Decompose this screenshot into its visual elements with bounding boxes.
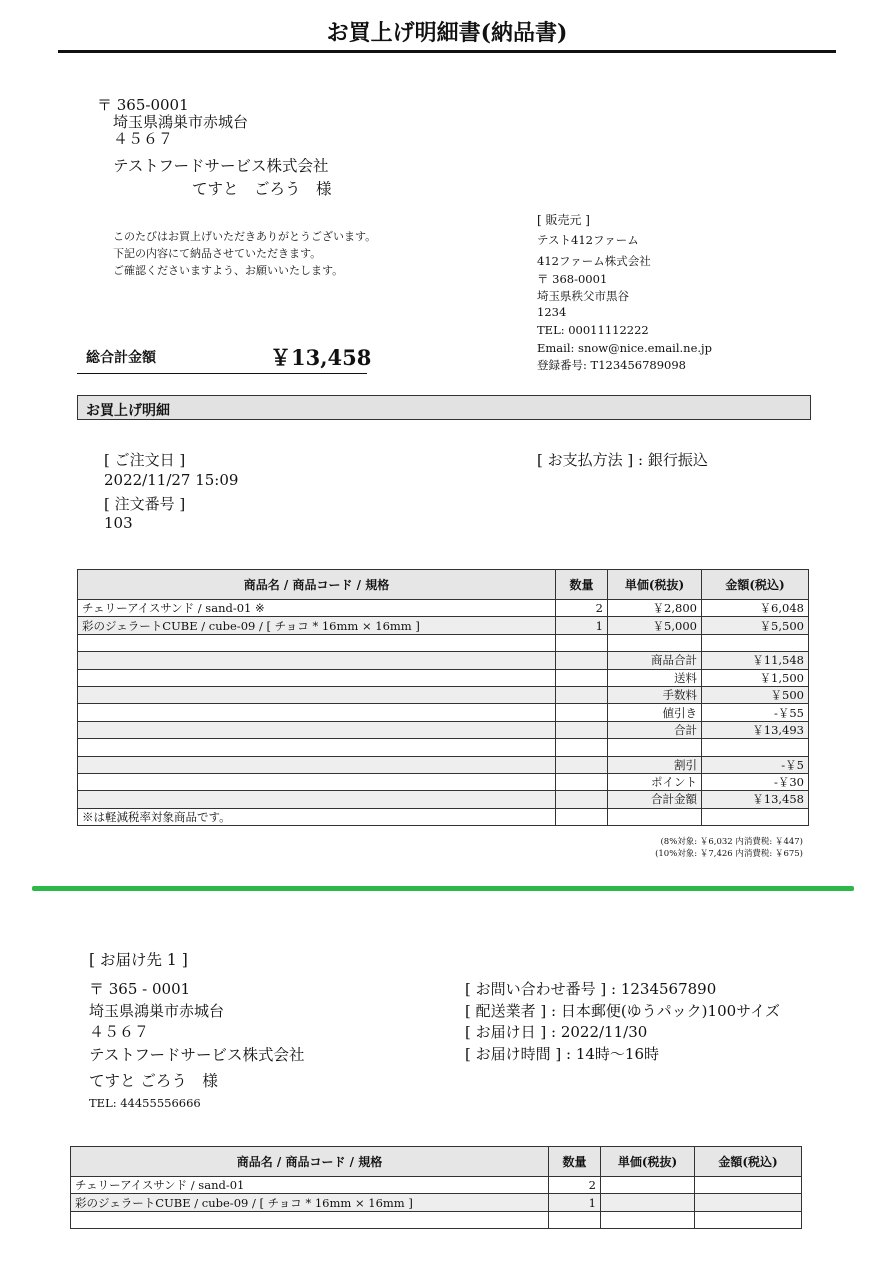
customer-address1: 埼玉県鴻巣市赤城台	[113, 113, 249, 131]
amount-cell: ￥6,048	[702, 600, 809, 617]
order-number: 103	[104, 514, 133, 532]
greeting-line: ご確認くださいますよう、お願いいたします。	[113, 264, 344, 277]
tax-note-8: (8%対象: ￥6,032 内消費税: ￥447)	[660, 837, 803, 847]
seller-address1: 埼玉県秩父市黒谷	[537, 289, 629, 303]
summary-row	[78, 686, 809, 703]
summary-label: 送料	[608, 669, 702, 686]
table-row	[71, 1211, 802, 1228]
grand-total-label: 総合計金額	[86, 350, 156, 366]
product-cell	[78, 721, 556, 738]
table-row	[71, 1194, 802, 1211]
tax-note-10: (10%対象: ￥7,426 内消費税: ￥675)	[655, 849, 803, 859]
product-cell	[78, 634, 556, 651]
customer-company: テストフードサービス株式会社	[113, 157, 329, 175]
delivery-items-table	[70, 1146, 802, 1229]
summary-row	[78, 791, 809, 808]
unit-price-cell	[601, 1194, 695, 1211]
unit-price-cell	[601, 1177, 695, 1194]
unit-price-cell	[608, 634, 702, 651]
table-row	[71, 1177, 802, 1194]
title-divider	[58, 50, 836, 53]
summary-row	[78, 756, 809, 773]
section-divider	[32, 886, 854, 891]
product-cell	[78, 686, 556, 703]
product-cell: チェリーアイスサンド / sand-01 ※	[78, 600, 556, 617]
header-unit-price: 単価(税抜)	[608, 570, 702, 600]
product-cell: チェリーアイスサンド / sand-01	[71, 1177, 549, 1194]
seller-email: Email: snow@nice.email.ne.jp	[537, 341, 712, 355]
quantity-cell: 1	[556, 617, 608, 634]
summary-label: 合計金額	[608, 791, 702, 808]
seller-shop: テスト412ファーム	[537, 233, 639, 247]
product-cell	[78, 773, 556, 790]
summary-value: ￥13,458	[702, 791, 809, 808]
quantity-cell	[556, 634, 608, 651]
header-product: 商品名 / 商品コード / 規格	[71, 1147, 549, 1177]
table-header-row	[78, 570, 809, 600]
summary-label: ポイント	[608, 773, 702, 790]
quantity-cell	[556, 756, 608, 773]
quantity-cell	[556, 686, 608, 703]
summary-value: -￥30	[702, 773, 809, 790]
quantity-cell: 2	[556, 600, 608, 617]
payment-method: [ お支払方法 ] : 銀行振込	[537, 451, 708, 469]
tax-breakdown	[560, 836, 803, 860]
seller-address2: 1234	[537, 305, 567, 319]
amount-cell: ￥5,500	[702, 617, 809, 634]
product-cell: 彩のジェラートCUBE / cube-09 / [ チョコ * 16mm × 16mm ]	[71, 1194, 549, 1211]
product-cell	[78, 791, 556, 808]
delivery-name: てすと ごろう 様	[89, 1072, 218, 1090]
amount-cell	[695, 1177, 802, 1194]
order-items-table	[77, 569, 809, 826]
delivery-address2: ４５６７	[89, 1023, 150, 1041]
summary-label	[608, 739, 702, 756]
unit-price-cell: ￥5,000	[608, 617, 702, 634]
delivery-postal: 〒 365 - 0001	[89, 980, 191, 998]
seller-label: [ 販売元 ]	[537, 213, 590, 227]
summary-value: -￥5	[702, 756, 809, 773]
delivery-company: テストフードサービス株式会社	[89, 1046, 305, 1064]
grand-total-amount: ￥13,458	[270, 345, 372, 370]
summary-row	[78, 773, 809, 790]
summary-label: 割引	[608, 756, 702, 773]
summary-label	[608, 808, 702, 825]
inquiry-number: [ お問い合わせ番号 ] : 1234567890	[465, 980, 717, 998]
amount-cell	[695, 1211, 802, 1228]
delivery-address1: 埼玉県鴻巣市赤城台	[89, 1002, 225, 1020]
quantity-cell	[556, 669, 608, 686]
footnote-row	[78, 808, 809, 825]
customer-address2: ４５６７	[113, 130, 174, 148]
summary-value	[702, 739, 809, 756]
product-cell	[78, 704, 556, 721]
summary-label: 手数料	[608, 686, 702, 703]
amount-cell	[695, 1194, 802, 1211]
header-quantity: 数量	[549, 1147, 601, 1177]
summary-label: 値引き	[608, 704, 702, 721]
quantity-cell	[556, 704, 608, 721]
delivery-carrier: [ 配送業者 ] : 日本郵便(ゆうパック)100サイズ	[465, 1002, 780, 1020]
product-cell: 彩のジェラートCUBE / cube-09 / [ チョコ * 16mm × 16mm ]	[78, 617, 556, 634]
quantity-cell: 2	[549, 1177, 601, 1194]
table-row	[78, 600, 809, 617]
table-header-row	[71, 1147, 802, 1177]
order-number-label: [ 注文番号 ]	[104, 495, 186, 513]
delivery-date: [ お届け日 ] : 2022/11/30	[465, 1023, 648, 1041]
quantity-cell	[556, 721, 608, 738]
order-date: 2022/11/27 15:09	[104, 471, 239, 489]
quantity-cell	[556, 791, 608, 808]
product-cell	[78, 756, 556, 773]
customer-name: てすと ごろう 様	[192, 180, 332, 198]
delivery-time: [ お届け時間 ] : 14時～16時	[465, 1045, 660, 1063]
section-title: お買上げ明細	[77, 395, 811, 420]
table-row	[78, 617, 809, 634]
header-unit-price: 単価(税抜)	[601, 1147, 695, 1177]
amount-cell	[702, 634, 809, 651]
header-amount: 金額(税込)	[695, 1147, 802, 1177]
quantity-cell	[556, 652, 608, 669]
customer-postal: 〒 365-0001	[97, 96, 189, 114]
product-cell	[78, 739, 556, 756]
delivery-tel: TEL: 44455556666	[89, 1096, 201, 1110]
seller-company: 412ファーム株式会社	[537, 254, 651, 268]
greeting-line: 下記の内容にて納品させていただきます。	[113, 247, 322, 260]
unit-price-cell: ￥2,800	[608, 600, 702, 617]
unit-price-cell	[601, 1211, 695, 1228]
summary-value: -￥55	[702, 704, 809, 721]
quantity-cell: 1	[549, 1194, 601, 1211]
table-row	[78, 634, 809, 651]
quantity-cell	[556, 739, 608, 756]
summary-row	[78, 669, 809, 686]
summary-row	[78, 721, 809, 738]
product-cell	[78, 652, 556, 669]
summary-row	[78, 704, 809, 721]
seller-tel: TEL: 00011112222	[537, 323, 649, 337]
header-amount: 金額(税込)	[702, 570, 809, 600]
seller-postal: 〒 368-0001	[537, 272, 608, 286]
summary-value	[702, 808, 809, 825]
summary-row	[78, 652, 809, 669]
document-title: お買上げ明細書(納品書)	[326, 20, 568, 46]
delivery-label: [ お届け先 1 ]	[89, 951, 188, 969]
product-cell	[71, 1211, 549, 1228]
header-product: 商品名 / 商品コード / 規格	[78, 570, 556, 600]
order-date-label: [ ご注文日 ]	[104, 451, 186, 469]
summary-value: ￥11,548	[702, 652, 809, 669]
summary-label: 合計	[608, 721, 702, 738]
quantity-cell	[556, 808, 608, 825]
summary-value: ￥1,500	[702, 669, 809, 686]
summary-value: ￥13,493	[702, 721, 809, 738]
summary-label: 商品合計	[608, 652, 702, 669]
product-cell	[78, 669, 556, 686]
greeting-line: このたびはお買上げいただきありがとうございます。	[113, 230, 377, 243]
reduced-tax-note: ※は軽減税率対象商品です。	[78, 808, 556, 825]
seller-registration: 登録番号: T123456789098	[537, 358, 686, 372]
summary-value: ￥500	[702, 686, 809, 703]
quantity-cell	[556, 773, 608, 790]
quantity-cell	[549, 1211, 601, 1228]
table-row	[78, 739, 809, 756]
header-quantity: 数量	[556, 570, 608, 600]
grand-total-underline	[77, 373, 367, 374]
